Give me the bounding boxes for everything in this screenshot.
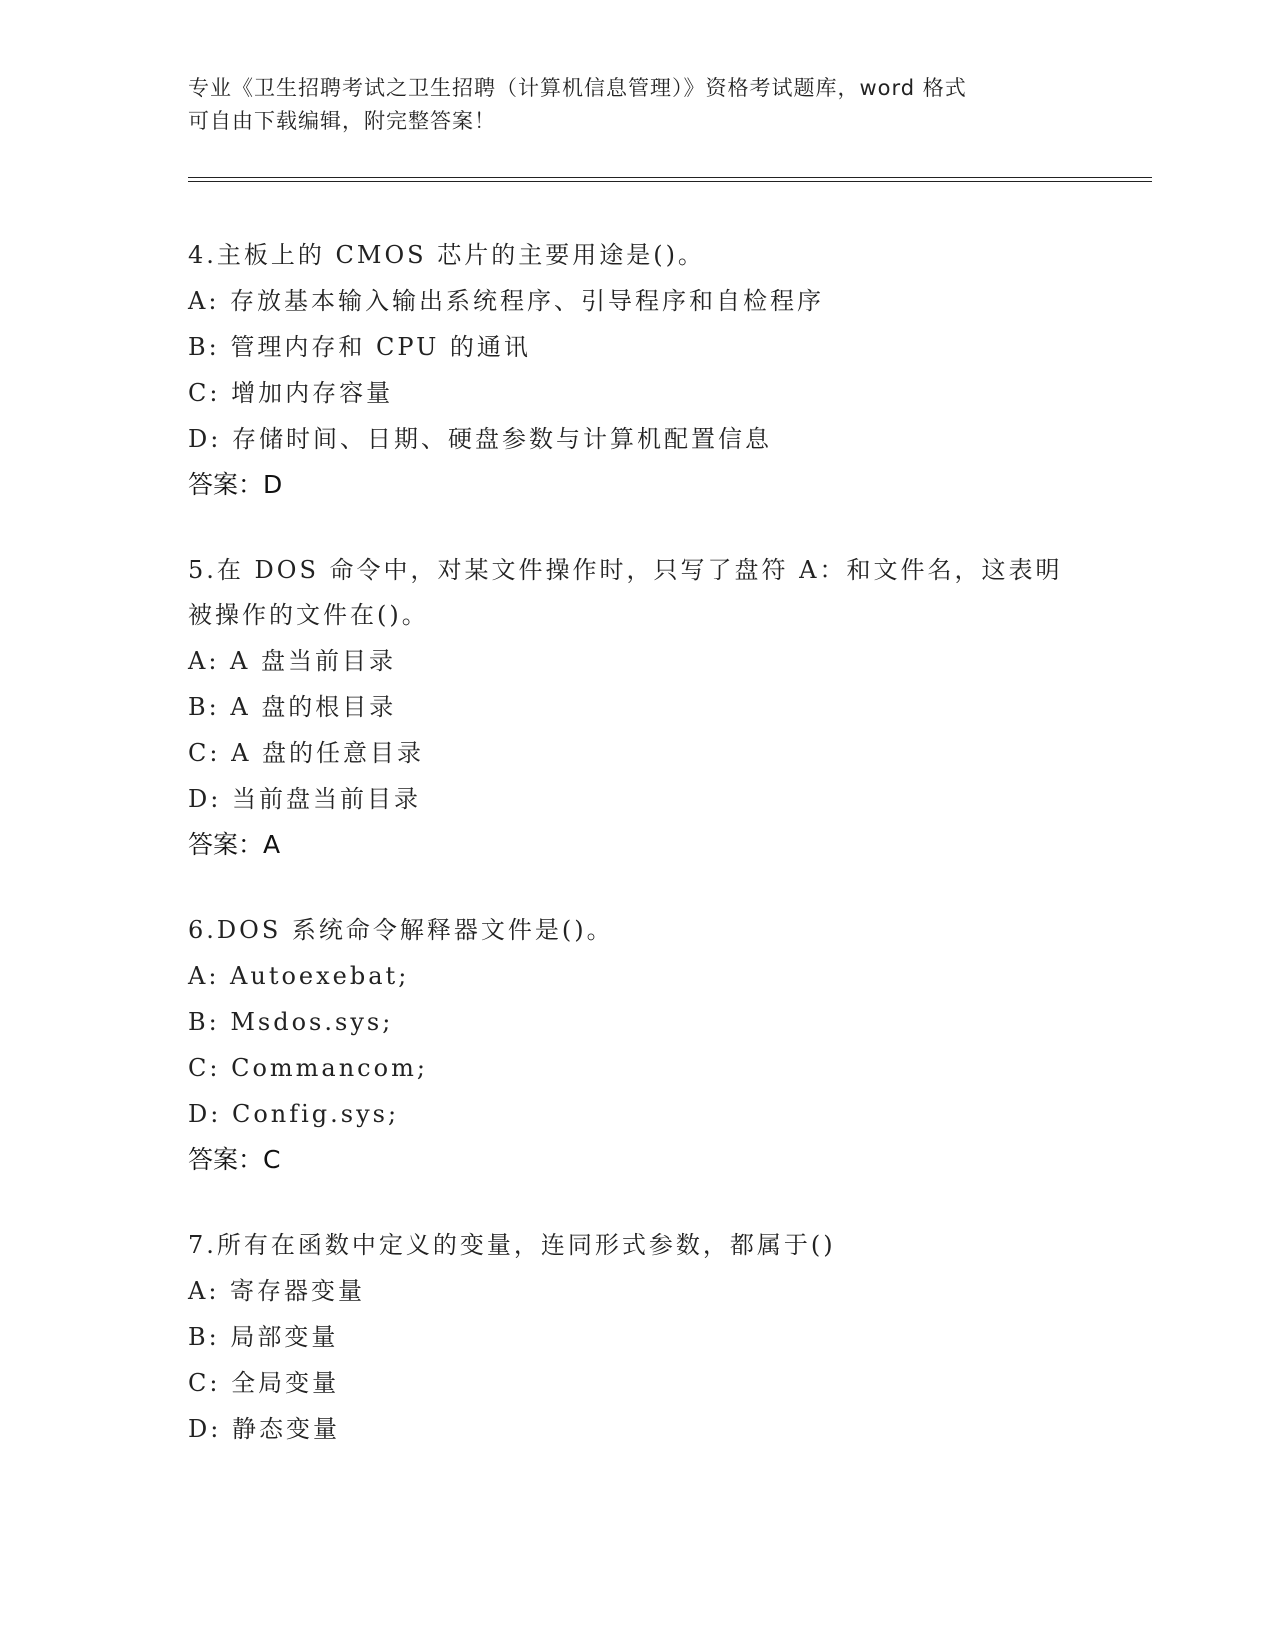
question-stem: 6.DOS 系统命令解释器文件是()。 <box>188 916 614 944</box>
question-stem: 7.所有在函数中定义的变量，连同形式参数，都属于() <box>188 1231 836 1259</box>
question-4 <box>188 233 1148 508</box>
option-b: B: 管理内存和 CPU 的通讯 <box>188 333 531 361</box>
question-list <box>188 233 1148 1492</box>
answer-label: 答案：A <box>188 830 281 859</box>
header-line-2: 可自由下载编辑，附完整答案！ <box>188 109 496 133</box>
option-a: A: 存放基本输入输出系统程序、引导程序和自检程序 <box>188 287 825 315</box>
header-divider-bottom <box>188 181 1152 182</box>
answer-label: 答案：D <box>188 470 283 499</box>
option-c: C: A 盘的任意目录 <box>188 739 425 767</box>
question-stem-line-1: 5.在 DOS 命令中，对某文件操作时，只写了盘符 A：和文件名，这表明 <box>188 556 1063 584</box>
answer-label: 答案：C <box>188 1145 281 1174</box>
question-7 <box>188 1223 1148 1452</box>
option-d: D: 存储时间、日期、硬盘参数与计算机配置信息 <box>188 425 772 453</box>
header-line-1: 专业《卫生招聘考试之卫生招聘（计算机信息管理）》资格考试题库，word 格式 <box>188 76 967 100</box>
option-b: B: 局部变量 <box>188 1323 339 1351</box>
option-d: D: 当前盘当前目录 <box>188 785 421 813</box>
option-c: C: 增加内存容量 <box>188 379 394 407</box>
option-c: C: Commancom; <box>188 1054 428 1082</box>
option-d: D: 静态变量 <box>188 1415 340 1443</box>
option-b: B: Msdos.sys; <box>188 1008 394 1036</box>
question-5 <box>188 548 1148 868</box>
question-stem-line-2: 被操作的文件在()。 <box>188 601 429 629</box>
document-header <box>188 72 1088 138</box>
option-a: A: A 盘当前目录 <box>188 647 397 675</box>
option-d: D: Config.sys; <box>188 1100 400 1128</box>
question-6 <box>188 908 1148 1183</box>
header-divider-top <box>188 177 1152 178</box>
question-stem: 4.主板上的 CMOS 芯片的主要用途是()。 <box>188 241 705 269</box>
option-a: A: 寄存器变量 <box>188 1277 366 1305</box>
option-b: B: A 盘的根目录 <box>188 693 397 721</box>
option-a: A: Autoexebat; <box>188 962 410 990</box>
option-c: C: 全局变量 <box>188 1369 340 1397</box>
